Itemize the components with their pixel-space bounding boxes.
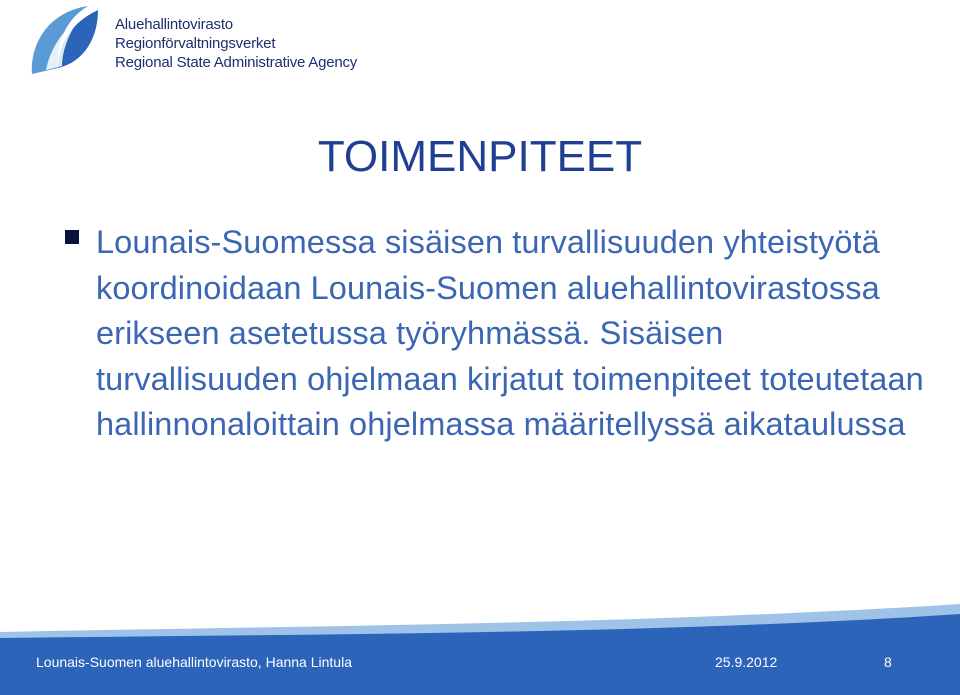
footer-band bbox=[0, 590, 960, 695]
agency-logo-icon bbox=[28, 4, 102, 76]
bullet-text: Lounais-Suomessa sisäisen turvallisuuden yhteistyötä koordinoidaan Lounais-Suomen aluehallintovirastossa erikseen asetetussa työryhmässä. Sisäisen turvallisuuden ohjelmaan kirjatut toimenpiteet toteutetaan hallinnonaloittain ohjelmassa määritellyssä aikataulussa bbox=[96, 224, 924, 442]
agency-name-sv: Regionförvaltningsverket bbox=[115, 35, 276, 52]
page-number: 8 bbox=[884, 654, 892, 670]
footer-date: 25.9.2012 bbox=[715, 654, 778, 670]
square-bullet-icon bbox=[65, 230, 79, 244]
footer-author: Lounais-Suomen aluehallintovirasto, Hanna Lintula bbox=[36, 654, 352, 670]
agency-name bbox=[115, 15, 357, 72]
agency-name-en: Regional State Administrative Agency bbox=[115, 54, 358, 71]
agency-name-fi: Aluehallintovirasto bbox=[115, 16, 233, 33]
slide-title-text: TOIMENPITEET bbox=[317, 132, 643, 181]
slide-title bbox=[0, 131, 960, 183]
